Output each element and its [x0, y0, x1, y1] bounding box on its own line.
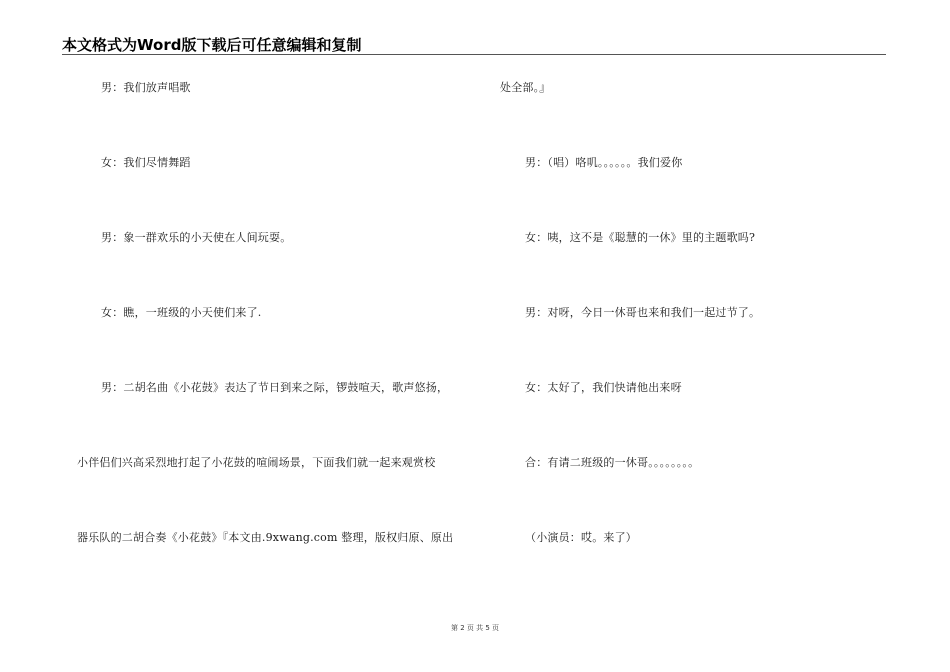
dialogue-line: 男：象一群欢乐的小天使在人间玩耍。 [101, 231, 292, 244]
header-divider [62, 54, 886, 55]
dialogue-line: 女：我们尽情舞蹈 [101, 156, 191, 169]
page-number: 第 2 页 共 5 页 [450, 624, 500, 632]
dialogue-line: 合：有请二班级的一休哥。。。。。。。。 [525, 456, 700, 469]
dialogue-line: 女：瞧，一班级的小天使们来了. [101, 306, 262, 319]
paragraph-line: 处全部。』 [500, 81, 551, 94]
paragraph-line: 小伴侣们兴高采烈地打起了小花鼓的喧闹场景，下面我们就一起来观赏校 [77, 456, 436, 469]
stage-direction: （小演员：哎。来了） [525, 531, 637, 544]
dialogue-line: 男：对呀，今日一休哥也来和我们一起过节了。 [525, 306, 761, 319]
document-header-title: 本文格式为Word版下载后可任意编辑和复制 [62, 36, 362, 54]
dialogue-line: 女：咦，这不是《聪慧的一休》里的主题歌吗? [525, 231, 756, 244]
dialogue-line: 男：（唱）咯叽。。。。。。我们爱你 [525, 156, 683, 169]
paragraph-line: 器乐队的二胡合奏《小花鼓》『本文由.9xwang.com 整理，版权归原、原出 [77, 531, 454, 544]
dialogue-line: 男：二胡名曲《小花鼓》表达了节日到来之际，锣鼓喧天，歌声悠扬， [101, 381, 449, 394]
dialogue-line: 男：我们放声唱歌 [101, 81, 191, 94]
dialogue-line: 女：太好了，我们快请他出来呀 [525, 381, 682, 394]
